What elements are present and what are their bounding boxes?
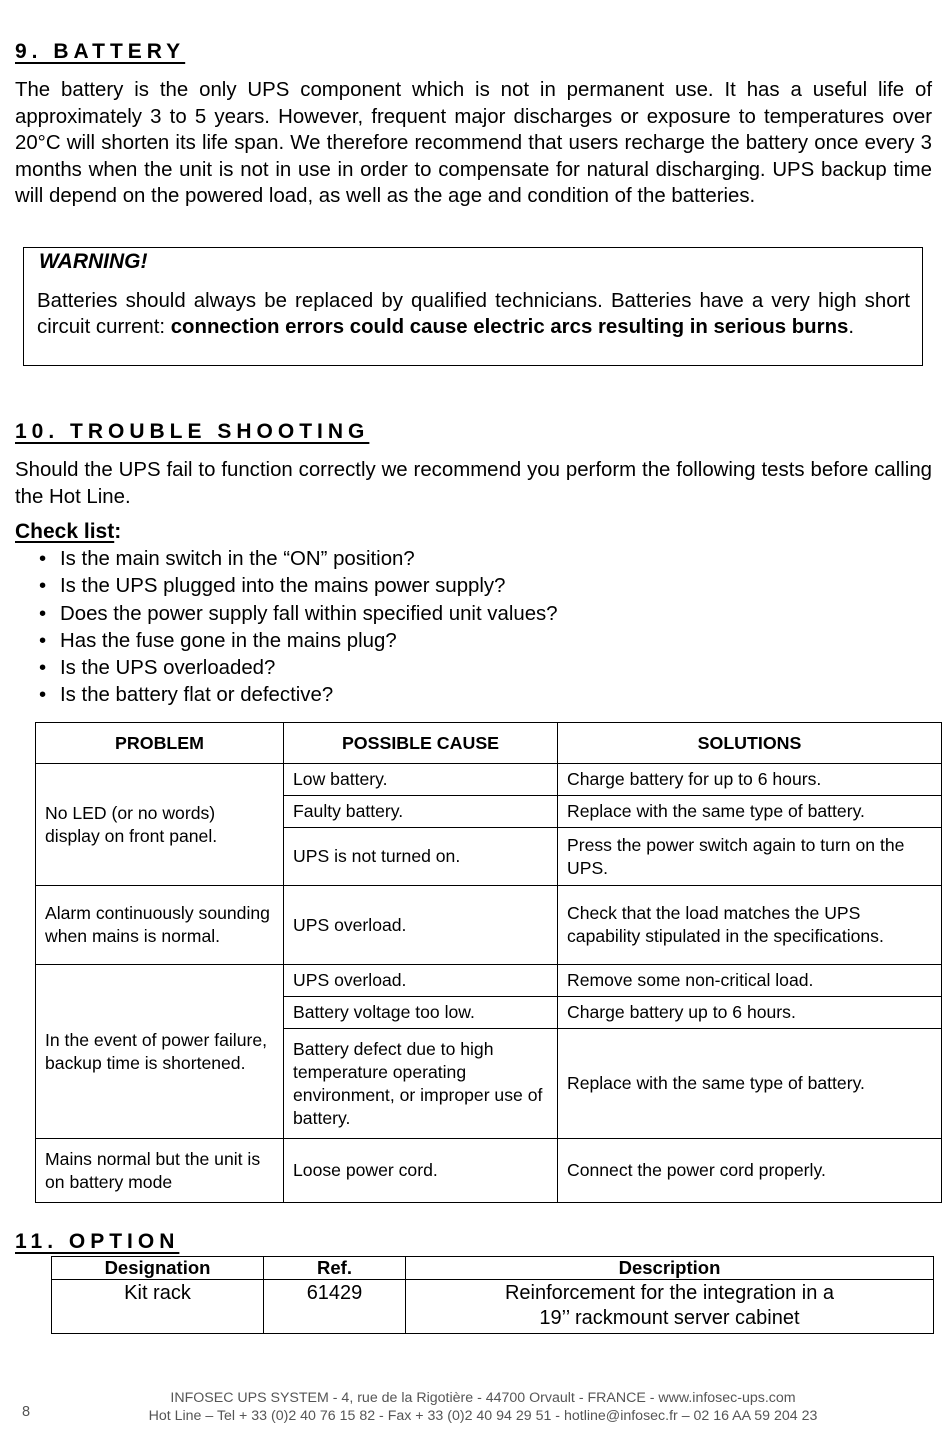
warning-text-bold: connection errors could cause electric arcs resulting in serious burns	[170, 316, 849, 338]
checklist-item-text: Is the battery flat or defective?	[60, 684, 334, 707]
checklist-item	[15, 655, 915, 682]
checklist-item-text: Is the main switch in the “ON” position?	[60, 548, 415, 570]
checklist-item-text: Has the fuse gone in the mains plug?	[60, 629, 397, 652]
warning-text-end: .	[848, 316, 855, 338]
checklist-item-text: Does the power supply fall within specified unit values?	[60, 602, 558, 625]
checklist-item	[15, 601, 915, 628]
header-ref: Ref.	[264, 1257, 406, 1280]
checklist-item	[15, 682, 915, 709]
cause-cell: Battery defect due to high temperature operating environment, or improper use of battery.	[284, 1029, 558, 1139]
description-line: Reinforcement for the integration in a	[504, 1282, 835, 1304]
solution-cell: Charge battery for up to 6 hours.	[558, 764, 942, 796]
cause-cell: UPS overload.	[284, 965, 558, 997]
solution-cell: Replace with the same type of battery.	[558, 796, 942, 828]
footer	[0, 1389, 950, 1425]
header-designation: Designation	[52, 1257, 264, 1280]
cause-cell: UPS overload.	[284, 886, 558, 965]
option-header-row	[52, 1257, 934, 1280]
warning-text	[37, 288, 910, 340]
header-problem: PROBLEM	[36, 723, 284, 764]
table-row	[36, 1139, 942, 1203]
checklist-colon: :	[114, 520, 122, 543]
problem-cell: Mains normal but the unit is on battery mode	[36, 1139, 284, 1203]
bullet-icon: •	[39, 575, 47, 598]
problem-cell: No LED (or no words) display on front panel.	[36, 764, 284, 886]
checklist-item	[15, 546, 915, 573]
option-heading: 11. OPTION	[15, 1230, 180, 1253]
checklist-item-text: Is the UPS overloaded?	[60, 657, 276, 680]
header-solutions: SOLUTIONS	[558, 723, 942, 764]
troubleshooting-heading: 10. TROUBLE SHOOTING	[15, 420, 370, 443]
table-header-row	[36, 723, 942, 764]
table-row	[36, 965, 942, 997]
footer-line-hotline: Hot Line – Tel + 33 (0)2 40 76 15 82 - Fax + 33 (0)2 40 94 29 51 - hotline@infosec.fr – 02 16 AA 59 204 23	[148, 1408, 818, 1424]
problem-cell: In the event of power failure, backup time is shortened.	[36, 965, 284, 1139]
battery-paragraph: The battery is the only UPS component which is not in permanent use. It has a useful life of approximately 3 to 5 years. However, frequent major discharges or exposure to temperatures over 20°C will shorten its life span. We therefore recommend that users recharge the battery once every 3 months when the unit is not in use in order to compensate for natural discharging. UPS backup time will depend on the powered load, as well as the age and condition of the batteries.	[15, 79, 932, 207]
description-line: 19’’ rackmount server cabinet	[539, 1307, 800, 1329]
bullet-icon: •	[39, 684, 47, 707]
checklist-item	[15, 628, 915, 655]
bullet-icon: •	[39, 629, 47, 652]
description-cell	[406, 1280, 934, 1334]
ref-cell: 61429	[264, 1280, 406, 1334]
battery-heading: 9. BATTERY	[15, 40, 186, 63]
checklist-title-wrap	[15, 520, 121, 544]
cause-cell: Loose power cord.	[284, 1139, 558, 1203]
footer-line-address: INFOSEC UPS SYSTEM - 4, rue de la Rigotière - 44700 Orvault - FRANCE - www.infosec-ups.com	[170, 1390, 796, 1406]
bullet-icon: •	[39, 657, 47, 680]
problem-cell: Alarm continuously sounding when mains is normal.	[36, 886, 284, 965]
checklist-item	[15, 573, 915, 600]
header-possible-cause: POSSIBLE CAUSE	[284, 723, 558, 764]
solution-cell: Check that the load matches the UPS capability stipulated in the specifications.	[558, 886, 942, 965]
table-row	[36, 764, 942, 796]
cause-cell: UPS is not turned on.	[284, 828, 558, 886]
troubleshooting-table	[35, 722, 942, 1203]
checklist	[15, 546, 915, 710]
checklist-title: Check list	[15, 520, 115, 543]
troubleshooting-intro: Should the UPS fail to function correctly we recommend you perform the following tests before calling the Hot Line.	[15, 459, 932, 508]
table-row	[36, 886, 942, 965]
page-number: 8	[22, 1404, 31, 1420]
solution-cell: Charge battery up to 6 hours.	[558, 997, 942, 1029]
option-table	[51, 1256, 934, 1334]
solution-cell: Remove some non-critical load.	[558, 965, 942, 997]
solution-cell: Connect the power cord properly.	[558, 1139, 942, 1203]
cause-cell: Low battery.	[284, 764, 558, 796]
bullet-icon: •	[39, 548, 47, 570]
designation-cell: Kit rack	[52, 1280, 264, 1334]
header-description: Description	[406, 1257, 934, 1280]
warning-title: WARNING!	[39, 250, 148, 273]
cause-cell: Battery voltage too low.	[284, 997, 558, 1029]
warning-box	[23, 247, 923, 366]
bullet-icon: •	[39, 602, 47, 625]
solution-cell: Replace with the same type of battery.	[558, 1029, 942, 1139]
cause-cell: Faulty battery.	[284, 796, 558, 828]
option-row	[52, 1280, 934, 1334]
solution-cell: Press the power switch again to turn on the UPS.	[558, 828, 942, 886]
checklist-item-text: Is the UPS plugged into the mains power supply?	[60, 575, 506, 598]
warning-text-plain: Batteries should always be replaced by qualified technicians. Batteries have a very high short circuit current:	[37, 290, 910, 338]
